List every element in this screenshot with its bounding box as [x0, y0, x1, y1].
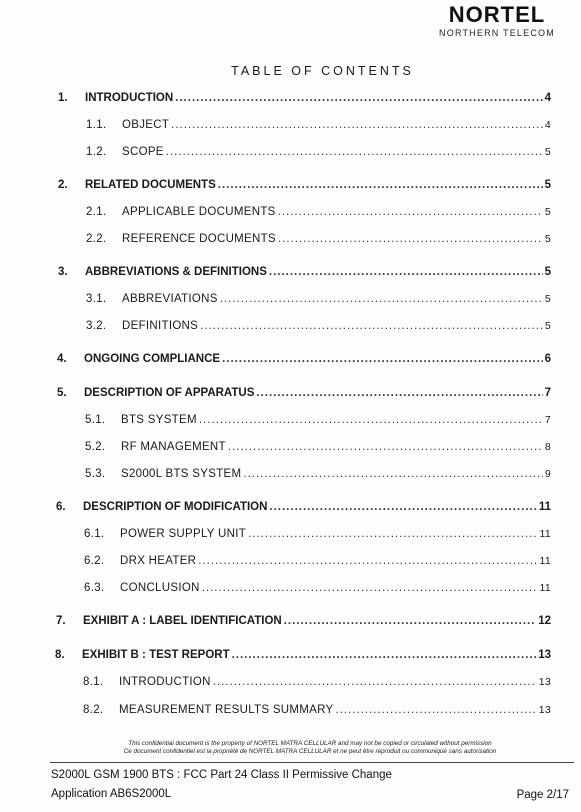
footer-document-title: S2000L GSM 1900 BTS : FCC Part 24 Class II Permissive Change	[51, 769, 392, 781]
toc-section	[57, 353, 551, 369]
toc-section	[58, 92, 551, 108]
toc-section	[57, 387, 551, 403]
toc-label: SCOPE	[122, 146, 164, 158]
toc-page-number: 7	[544, 387, 551, 399]
nortel-logo	[437, 4, 557, 38]
toc-dot-leader	[171, 119, 543, 131]
toc-label: RF MANAGEMENT	[121, 441, 226, 453]
toc-dot-leader	[228, 441, 543, 453]
toc-title: TABLE OF CONTENTS	[231, 64, 414, 78]
toc-subsection	[84, 555, 551, 571]
toc-number: 5.	[57, 387, 67, 399]
toc-subsection	[86, 320, 551, 336]
toc-label: POWER SUPPLY UNIT	[120, 528, 247, 540]
toc-number: 1.2.	[86, 146, 107, 158]
toc-label: S2000L BTS SYSTEM	[121, 468, 242, 480]
toc-page-number: 8	[544, 441, 551, 453]
toc-number: 8.	[55, 649, 65, 661]
toc-label: REFERENCE DOCUMENTS	[122, 233, 276, 245]
toc-label: DESCRIPTION OF APPARATUS	[84, 387, 255, 399]
toc-number: 3.	[58, 266, 68, 278]
toc-number: 6.	[56, 501, 66, 513]
toc-number: 5.3.	[85, 468, 106, 480]
toc-subsection	[85, 468, 551, 484]
toc-section	[56, 615, 551, 631]
toc-dot-leader	[199, 414, 543, 426]
toc-dot-leader	[232, 649, 537, 661]
toc-label: RELATED DOCUMENTS	[85, 179, 216, 191]
toc-label: DESCRIPTION OF MODIFICATION	[83, 501, 268, 513]
toc-label: EXHIBIT A : LABEL IDENTIFICATION	[83, 615, 282, 627]
toc-dot-leader	[336, 704, 537, 716]
confidential-notice-french: Ce document confidentiel est la propriété de NORTEL MATRA CELLULAR et ne peut être reproduit ou communiqué sans autorisation	[123, 748, 497, 755]
toc-subsection	[84, 528, 551, 544]
toc-page-number: 5	[544, 206, 551, 218]
confidential-notice-english: This confidential document is the property of NORTEL MATRA CELLULAR and may not be copied or circulated without permission	[128, 740, 492, 747]
toc-page-number: 13	[538, 676, 551, 688]
toc-label: ABBREVIATIONS & DEFINITIONS	[85, 266, 267, 278]
footer-divider	[50, 762, 574, 763]
logo-subtitle: NORTHERN TELECOM	[439, 28, 555, 38]
toc-subsection	[84, 582, 551, 598]
toc-dot-leader	[202, 582, 538, 594]
toc-number: 3.1.	[86, 293, 107, 305]
toc-page-number: 9	[544, 468, 551, 480]
toc-page-number: 13	[538, 649, 551, 661]
toc-section	[58, 266, 551, 282]
toc-subsection	[86, 206, 551, 222]
toc-page-number: 11	[539, 555, 551, 567]
toc-number: 2.2.	[86, 233, 107, 245]
toc-page-number: 5	[544, 146, 551, 158]
toc-label: BTS SYSTEM	[121, 414, 197, 426]
toc-subsection	[83, 676, 551, 692]
toc-label: ABBREVIATIONS	[122, 293, 218, 305]
toc-dot-leader	[220, 293, 543, 305]
toc-dot-leader	[256, 387, 542, 399]
toc-dot-leader	[198, 555, 537, 567]
toc-label: APPLICABLE DOCUMENTS	[122, 206, 276, 218]
toc-page-number: 5	[544, 293, 551, 305]
toc-label: CONCLUSION	[120, 582, 200, 594]
toc-subsection	[85, 414, 551, 430]
toc-page-number: 5	[544, 233, 551, 245]
toc-subsection	[86, 119, 551, 135]
toc-page-number: 6	[544, 353, 551, 365]
toc-subsection	[85, 441, 551, 457]
toc-page-number: 5	[544, 266, 551, 278]
toc-label: INTRODUCTION	[119, 676, 211, 688]
toc-section	[55, 649, 551, 665]
toc-number: 4.	[57, 353, 67, 365]
toc-subsection	[86, 146, 551, 162]
toc-label: OBJECT	[122, 119, 170, 131]
toc-dot-leader	[200, 320, 543, 332]
toc-label: MEASUREMENT RESULTS SUMMARY	[119, 704, 334, 716]
toc-page-number: 4	[544, 92, 551, 104]
toc-page-number: 4	[544, 119, 551, 131]
toc-page-number: 11	[539, 582, 551, 594]
toc-number: 5.1.	[85, 414, 106, 426]
toc-page-number: 5	[544, 179, 551, 191]
toc-page-number: 12	[538, 615, 551, 627]
toc-label: INTRODUCTION	[85, 92, 174, 104]
toc-section	[58, 179, 551, 195]
toc-number: 6.3.	[84, 582, 105, 594]
toc-dot-leader	[269, 501, 536, 513]
toc-page-number: 11	[538, 501, 551, 513]
toc-label: ONGOING COMPLIANCE	[84, 353, 221, 365]
toc-label: DRX HEATER	[120, 555, 197, 567]
toc-number: 6.1.	[84, 528, 105, 540]
toc-page-number: 7	[544, 414, 551, 426]
toc-number: 6.2.	[84, 555, 105, 567]
toc-number: 1.1.	[86, 119, 107, 131]
toc-dot-leader	[284, 615, 537, 627]
toc-number: 3.2.	[86, 320, 107, 332]
toc-subsection	[83, 704, 551, 720]
toc-subsection	[86, 293, 551, 309]
footer-page-number: Page 2/17	[516, 789, 569, 801]
toc-number: 2.	[58, 179, 68, 191]
toc-label: EXHIBIT B : TEST REPORT	[82, 649, 230, 661]
toc-number: 8.1.	[83, 676, 104, 688]
footer-application: Application AB6S2000L	[51, 788, 172, 800]
toc-dot-leader	[175, 92, 542, 104]
toc-dot-leader	[248, 528, 537, 540]
toc-page-number: 5	[544, 320, 551, 332]
toc-number: 5.2.	[85, 441, 106, 453]
toc-dot-leader	[213, 676, 537, 688]
toc-dot-leader	[243, 468, 542, 480]
toc-subsection	[86, 233, 551, 249]
toc-dot-leader	[278, 233, 543, 245]
toc-section	[56, 501, 551, 517]
toc-number: 2.1.	[86, 206, 107, 218]
logo-wordmark: NORTEL	[448, 2, 546, 27]
toc-dot-leader	[269, 266, 543, 278]
toc-page-number: 11	[539, 528, 551, 540]
toc-dot-leader	[222, 353, 543, 365]
toc-number: 8.2.	[83, 704, 104, 716]
toc-dot-leader	[166, 146, 543, 158]
toc-dot-leader	[278, 206, 543, 218]
toc-dot-leader	[218, 179, 543, 191]
toc-page-number: 13	[538, 704, 551, 716]
toc-number: 1.	[58, 92, 68, 104]
toc-label: DEFINITIONS	[122, 320, 199, 332]
confidential-notice	[0, 740, 581, 756]
toc-number: 7.	[56, 615, 66, 627]
